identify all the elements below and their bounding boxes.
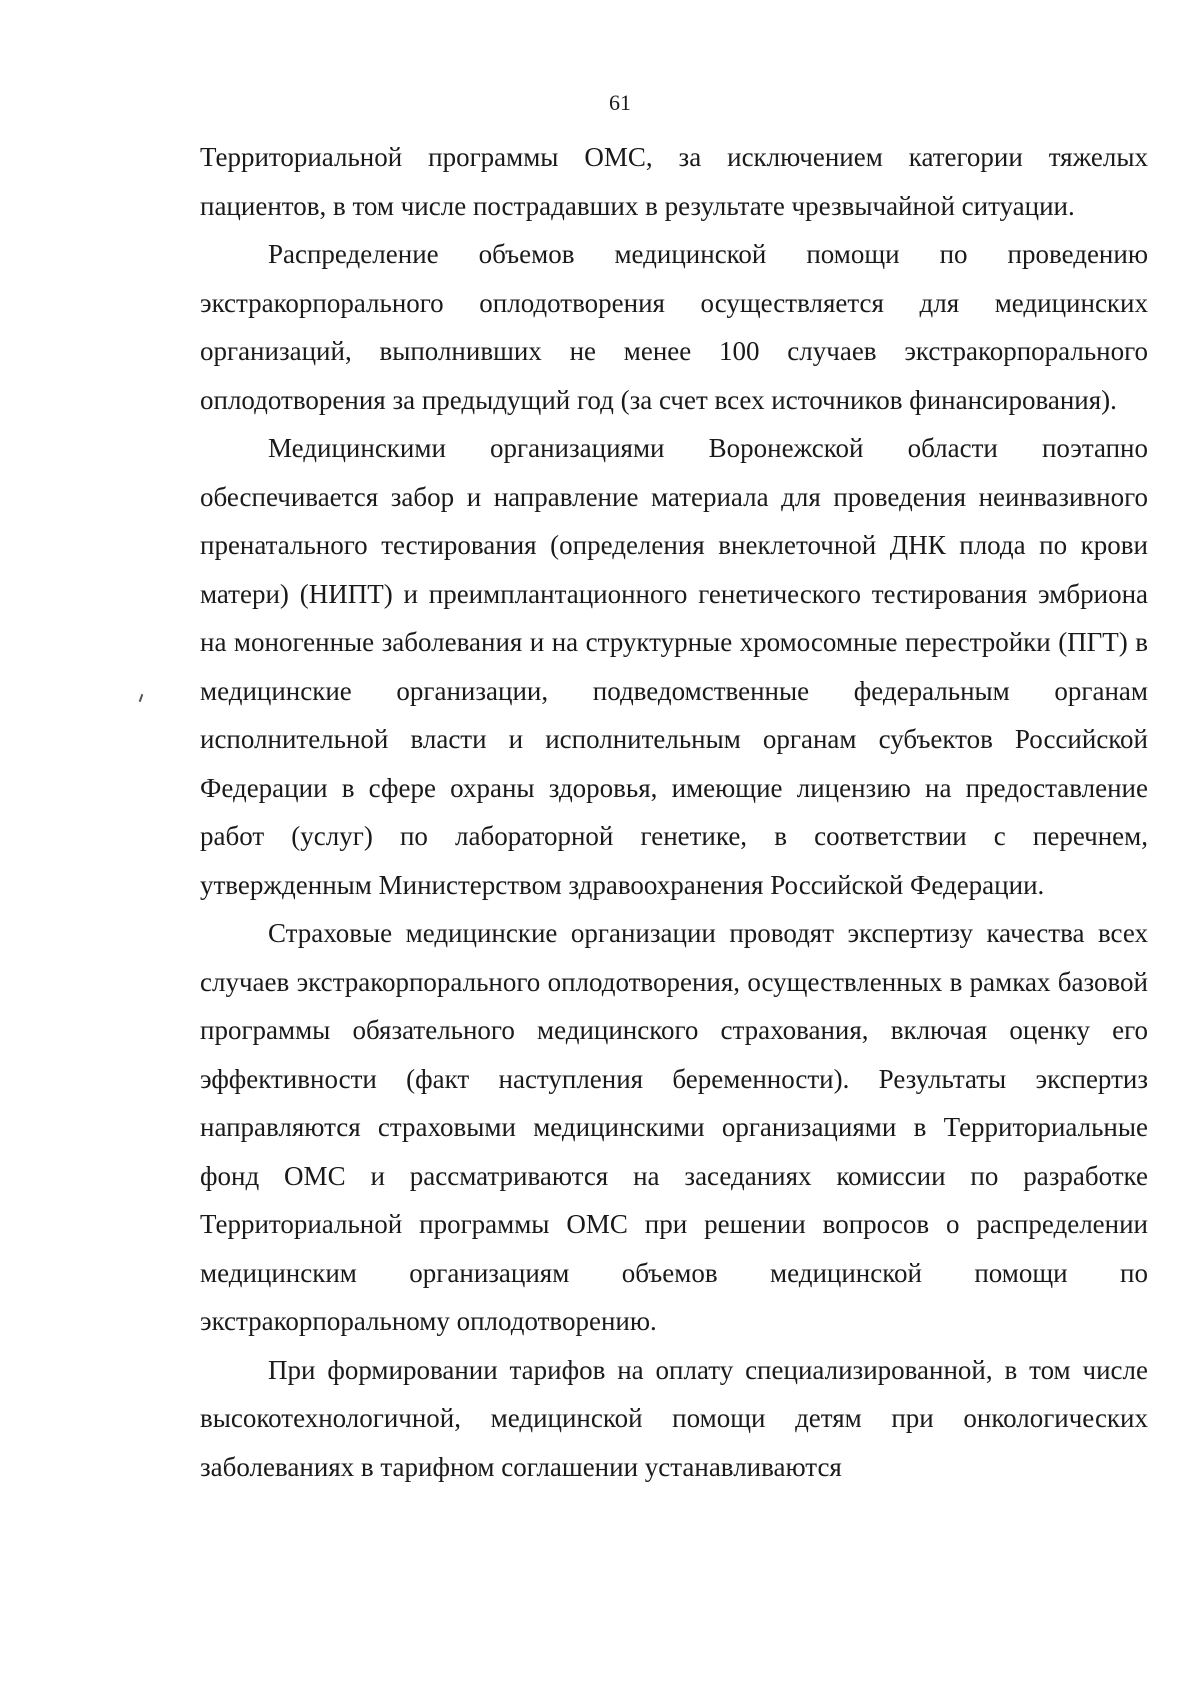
page-number: 61 (609, 90, 631, 115)
document-body (200, 133, 1148, 1491)
paragraph-prenatal-testing: Медицинскими организациями Воронежской области поэтапно обеспечивается забор и направление материала для проведения неинвазивного пренатального тестирования (определения внеклеточной ДНК плода по крови матери) (НИПТ) и преимплантационного генетического тестирования эмбриона на моногенные заболевания и на структурные хромосомные перестройки (ПГТ) в медицинские организации, подведомственные федеральным органам исполнительной власти и исполнительным органам субъектов Российской Федерации в сфере охраны здоровья, имеющие лицензию на предоставление работ (услуг) по лабораторной генетике, в соответствии с перечнем, утвержденным Министерством здравоохранения Российской Федерации. (200, 433, 1148, 900)
paragraph-insurance-expertise: Страховые медицинские организации проводят экспертизу качества всех случаев экстракорпорального оплодотворения, осуществленных в рамках базовой программы обязательного медицинского страхования, включая оценку его эффективности (факт наступления беременности). Результаты экспертиз направляются страховыми медицинскими организациями в Территориальные фонд ОМС и рассматриваются на заседаниях комиссии по разработке Территориальной программы ОМС при решении вопросов о распределении медицинским организациям объемов медицинской помощи по экстракорпоральному оплодотворению. (200, 918, 1148, 1336)
scan-mark (139, 694, 144, 702)
paragraph-ivf-distribution: Распределение объемов медицинской помощи по проведению экстракорпорального оплодотворения осуществляется для медицинских организаций, выполнивших не менее 100 случаев экстракорпорального оплодотворения за предыдущий год (за счет всех источников финансирования). (200, 239, 1148, 415)
paragraph-continuation: Территориальной программы ОМС, за исключением категории тяжелых пациентов, в том числе пострадавших в результате чрезвычайной ситуации. (200, 142, 1148, 221)
paragraph-tariffs: При формировании тарифов на оплату специализированной, в том числе высокотехнологичной, медицинской помощи детям при онкологических заболеваниях в тарифном соглашении устанавливаются (200, 1354, 1148, 1482)
